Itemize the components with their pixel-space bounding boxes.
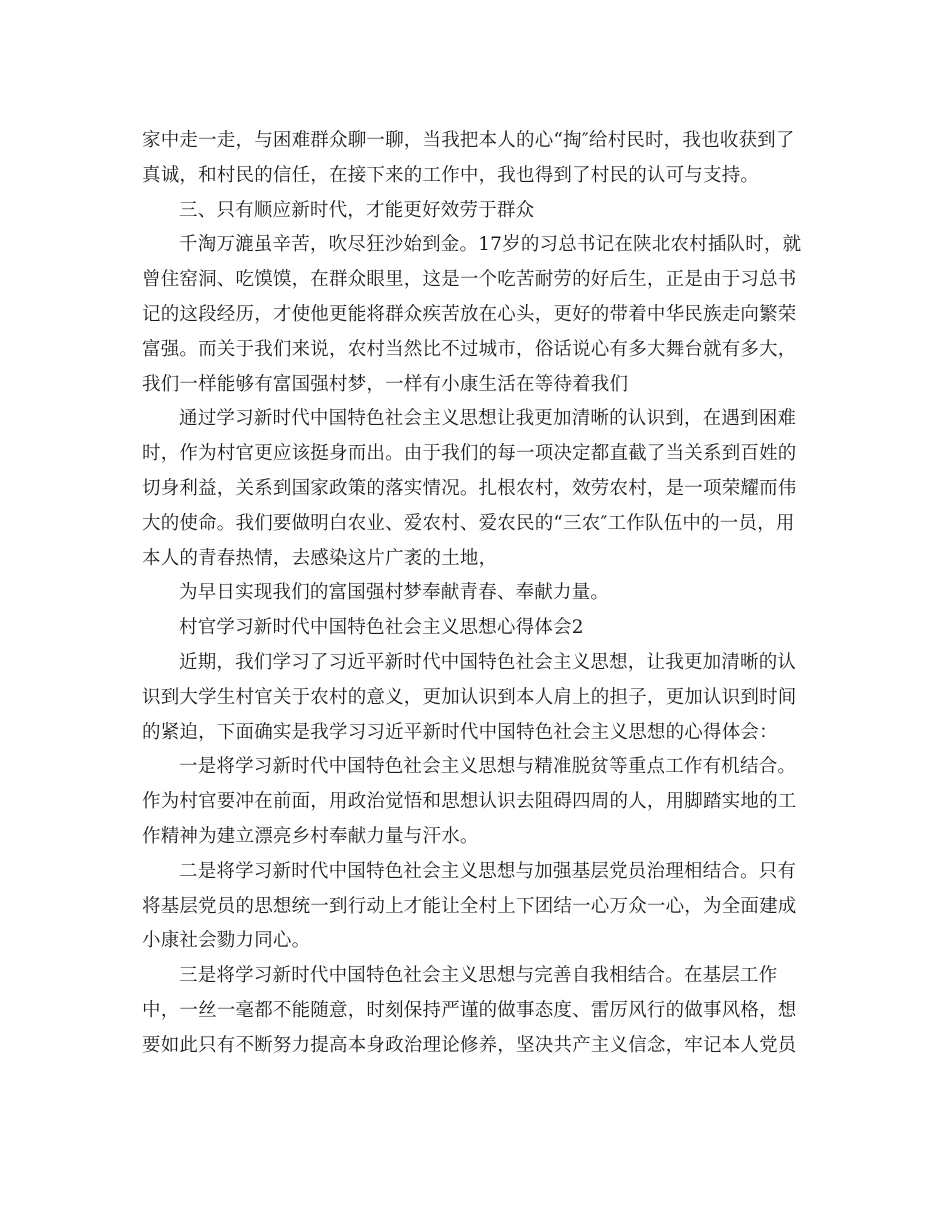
text-line: 要如此只有不断努力提高本身政治理论修养，坚决共产主义信念，牢记本人党员: [142, 1034, 797, 1056]
body-text: [142, 124, 802, 1064]
text-line: 大的使命。我们要做明白农业、爱农村、爱农民的“三农″工作队伍中的一员，用: [142, 512, 795, 534]
text-line: 二是将学习新时代中国特色社会主义思想与加强基层党员治理相结合。只有: [179, 860, 797, 882]
text-line: 作为村官要冲在前面，用政治觉悟和思想认识去阻碍四周的人，用脚踏实地的工: [142, 791, 797, 813]
text-line: 家中走一走，与困难群众聊一聊，当我把本人的心“掏″给村民时，我也收获到了: [142, 130, 795, 151]
text-line: 一是将学习新时代中国特色社会主义思想与精准脱贫等重点工作有机结合。: [179, 756, 797, 778]
text-line: 为早日实现我们的富国强村梦奉献青春、奉献力量。: [179, 582, 610, 604]
text-line: 记的这段经历，才使他更能将群众疾苦放在心头，更好的带着中华民族走向繁荣: [142, 303, 797, 325]
text-line: 本人的青春热情，去感染这片广袤的土地，: [142, 547, 498, 569]
text-line: 识到大学生村官关于农村的意义，更加认识到本人肩上的担子，更加认识到时间: [142, 686, 797, 708]
text-line: 曾住窑洞、吃馍馍，在群众眼里，这是一个吃苦耐劳的好后生，正是由于习总书: [142, 269, 797, 291]
text-line: 时，作为村官更应该挺身而出。由于我们的每一项决定都直截了当关系到百姓的: [142, 443, 797, 465]
text-line: 近期，我们学习了习近平新时代中国特色社会主义思想，让我更加清晰的认: [179, 651, 797, 673]
text-line: 小康社会勠力同心。: [142, 930, 311, 952]
text-line: 切身利益，关系到国家政策的落实情况。扎根农村，效劳农村，是一项荣耀而伟: [142, 477, 797, 499]
text-line: 的紧迫，下面确实是我学习习近平新时代中国特色社会主义思想的心得体会：: [142, 721, 778, 743]
text-line: 通过学习新时代中国特色社会主义思想让我更加清晰的认识到，在遇到困难: [179, 408, 797, 430]
text-line: 我们一样能够有富国强村梦，一样有小康生活在等待着我们: [142, 373, 629, 395]
text-line: 真诚，和村民的信任，在接下来的工作中，我也得到了村民的认可与支持。: [142, 164, 760, 186]
text-line: 三、只有顺应新时代，才能更好效劳于群众: [179, 199, 535, 221]
text-line: 中，一丝一毫都不能随意，时刻保持严谨的做事态度、雷厉风行的做事风格，想: [142, 999, 797, 1021]
text-line: 将基层党员的思想统一到行动上才能让全村上下团结一心万众一心，为全面建成: [142, 895, 797, 917]
text-line: 村官学习新时代中国特色社会主义思想心得体会2: [179, 617, 584, 639]
text-line: 富强。而关于我们来说，农村当然比不过城市，俗话说心有多大舞台就有多大，: [142, 338, 797, 360]
text-line: 作精神为建立漂亮乡村奉献力量与汗水。: [142, 825, 479, 847]
text-line: 三是将学习新时代中国特色社会主义思想与完善自我相结合。在基层工作: [179, 965, 778, 987]
text-line: 千淘万漉虽辛苦，吹尽狂沙始到金。17岁的习总书记在陕北农村插队时，就: [179, 234, 802, 256]
